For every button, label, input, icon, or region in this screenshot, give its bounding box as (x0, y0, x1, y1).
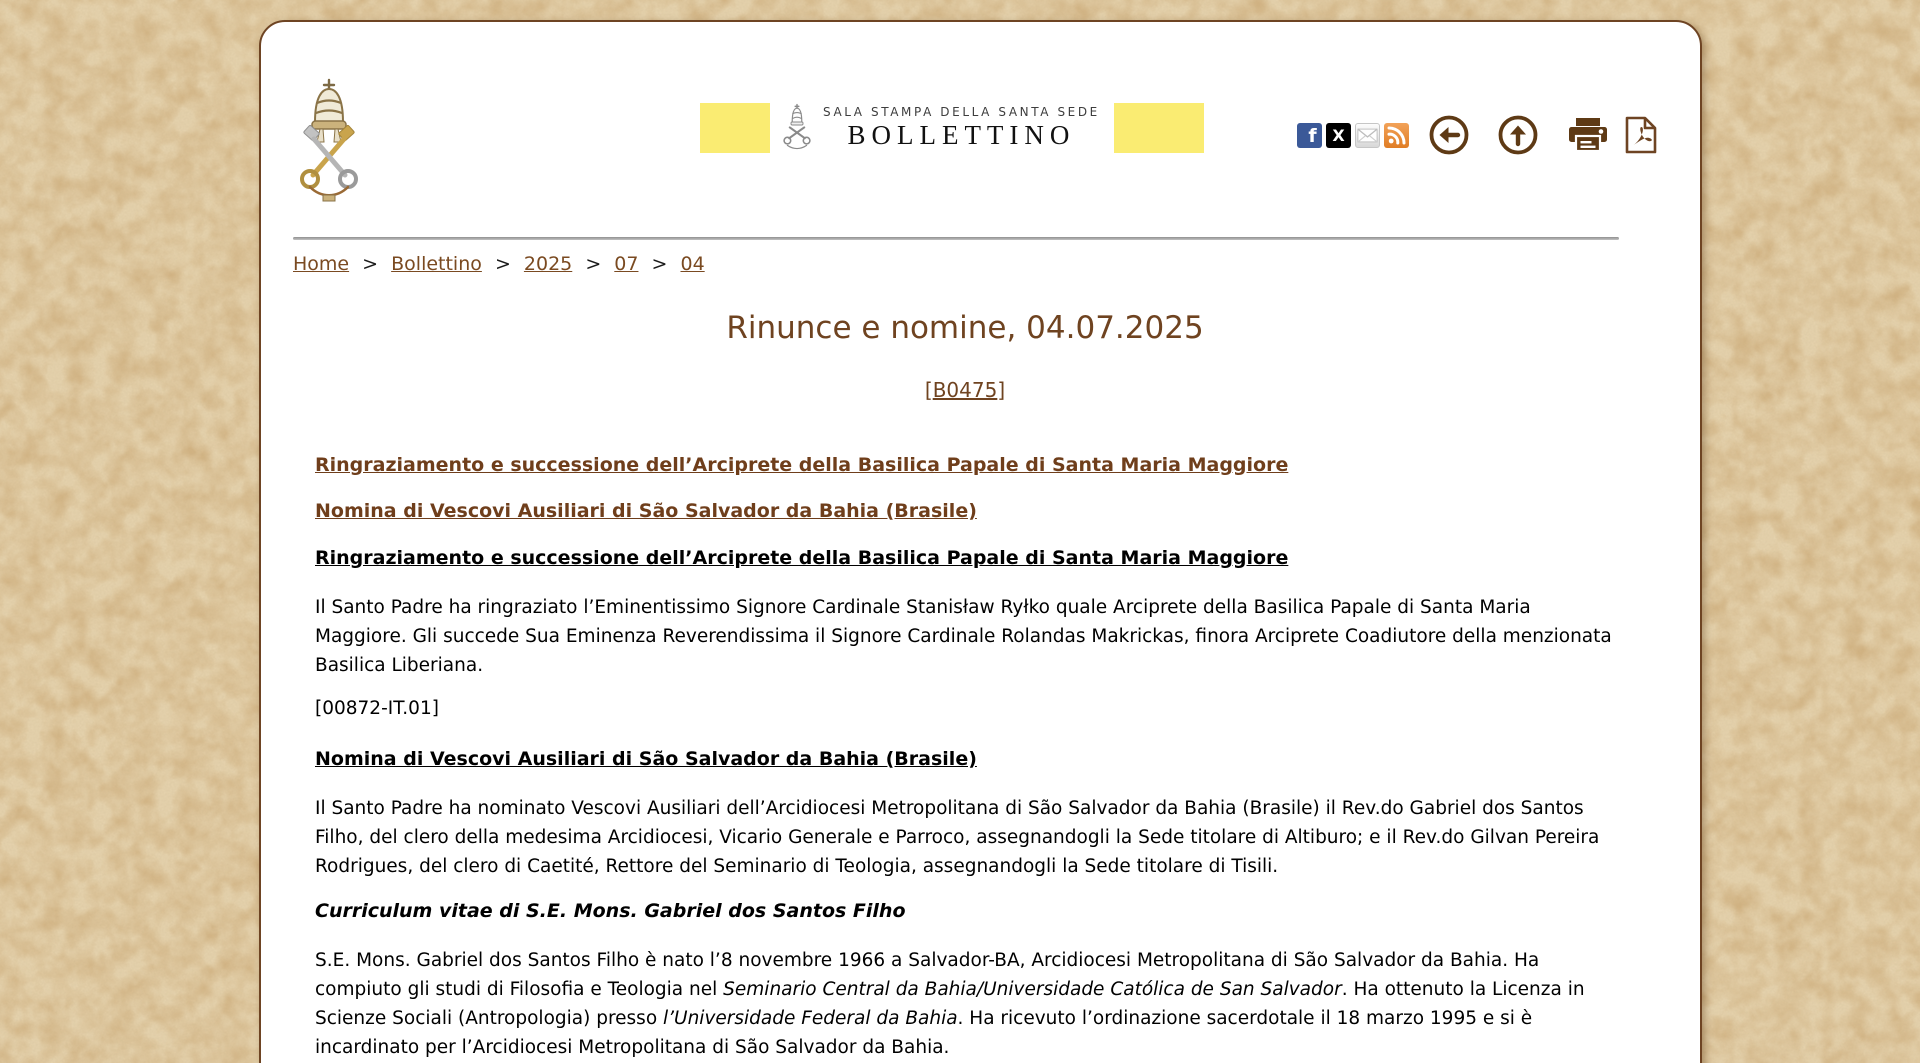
breadcrumb-separator: > (362, 253, 379, 275)
breadcrumb-month[interactable]: 07 (614, 253, 639, 275)
index-link-ringraziamento[interactable]: Ringraziamento e successione dell’Arciprete della Basilica Papale di Santa Maria Maggiore (315, 454, 1289, 476)
bulletin-article (315, 310, 1615, 1062)
section-heading-ringraziamento: Ringraziamento e successione dell’Arciprete della Basilica Papale di Santa Maria Maggiore (315, 547, 1289, 569)
breadcrumb-home[interactable]: Home (293, 253, 350, 275)
content-panel (259, 20, 1702, 1063)
email-share-icon[interactable] (1355, 123, 1380, 148)
bulletin-ref-link[interactable]: B0475 (932, 378, 998, 402)
vatican-emblem-small-icon (779, 103, 815, 153)
section-heading-nomina: Nomina di Vescovi Ausiliari di São Salvador da Bahia (Brasile) (315, 748, 977, 770)
print-icon[interactable] (1568, 117, 1608, 153)
header-divider (293, 237, 1619, 240)
breadcrumb-year[interactable]: 2025 (523, 253, 573, 275)
x-share-icon[interactable]: X (1326, 123, 1351, 148)
content-area (293, 237, 1619, 1062)
breadcrumb-bollettino[interactable]: Bollettino (391, 253, 482, 275)
bracket-close: ] (997, 378, 1006, 402)
press-office-name: SALA STAMPA DELLA SANTA SEDE (823, 105, 1100, 119)
masthead (261, 22, 1700, 237)
bollettino-title: BOLLETTINO (847, 120, 1076, 150)
bulletin-ref (315, 378, 1615, 402)
index-link-nomina[interactable]: Nomina di Vescovi Ausiliari di São Salvador da Bahia (Brasile) (315, 500, 977, 522)
header-toolbar (1297, 112, 1658, 158)
yellow-accent-right (1114, 103, 1204, 153)
arrow-up-circle-icon (1496, 113, 1540, 157)
breadcrumb-day[interactable]: 04 (680, 253, 705, 275)
breadcrumb-separator: > (585, 253, 602, 275)
scroll-top-icon[interactable] (1496, 113, 1540, 157)
back-icon[interactable] (1427, 113, 1471, 157)
breadcrumb (293, 253, 1619, 275)
vatican-keys-tiara-icon (289, 77, 369, 203)
facebook-share-icon[interactable]: f (1297, 123, 1322, 148)
bollettino-logo (700, 103, 1204, 153)
rss-feed-icon[interactable] (1384, 123, 1409, 148)
breadcrumb-separator: > (494, 253, 511, 275)
index-item (315, 500, 1615, 522)
envelope-icon (1357, 128, 1378, 143)
vatican-coat-of-arms-logo[interactable] (289, 77, 369, 203)
cv-paragraph: S.E. Mons. Gabriel dos Santos Filho è nato l’8 novembre 1966 a Salvador-BA, Arcidiocesi Metropolitana di São Salvador da Bahia. Ha compiuto gli studi di Filosofia e Teologia nel Seminario Central da Bahia/Universidade Católica de San Salvador. Ha ottenuto la Licenza in Scienze Sociali (Antropologia) presso l’Universidade Federal da Bahia. Ha ricevuto l’ordinazione sacerdotale il 18 marzo 1995 e si è incardinato per l’Arcidiocesi Metropolitana di São Salvador da Bahia. (315, 950, 1585, 1058)
printer-icon (1568, 117, 1608, 153)
cv-heading: Curriculum vitae di S.E. Mons. Gabriel dos Santos Filho (315, 900, 906, 922)
pdf-document-icon (1624, 116, 1658, 154)
page-title: Rinunce e nomine, 04.07.2025 (726, 310, 1204, 346)
yellow-accent-left (700, 103, 770, 153)
bollettino-logo-text (823, 105, 1100, 151)
pdf-download-icon[interactable] (1624, 116, 1658, 154)
section1-paragraph: Il Santo Padre ha ringraziato l’Eminentissimo Signore Cardinale Stanisław Ryłko quale Arciprete della Basilica Papale di Santa Maria Maggiore. Gli succede Sua Eminenza Reverendissima il Signore Cardinale Rolandas Makrickas, finora Arciprete Coadiutore della menzionata Basilica Liberiana. (315, 597, 1612, 676)
bracket-open: [ (924, 378, 933, 402)
breadcrumb-separator: > (651, 253, 668, 275)
document-code: [00872-IT.01] (315, 698, 439, 719)
rss-waves-icon (1384, 123, 1409, 148)
arrow-left-circle-icon (1427, 113, 1471, 157)
section2-paragraph: Il Santo Padre ha nominato Vescovi Ausiliari dell’Arcidiocesi Metropolitana di São Salvador da Bahia (Brasile) il Rev.do Gabriel dos Santos Filho, del clero della medesima Arcidiocesi, Vicario Generale e Parroco, assegnandogli la Sede titolare di Altiburo; e il Rev.do Gilvan Pereira Rodrigues, del clero di Caetité, Rettore del Seminario di Teologia, assegnandogli la Sede titolare di Tisili. (315, 798, 1600, 877)
index-item (315, 454, 1615, 476)
